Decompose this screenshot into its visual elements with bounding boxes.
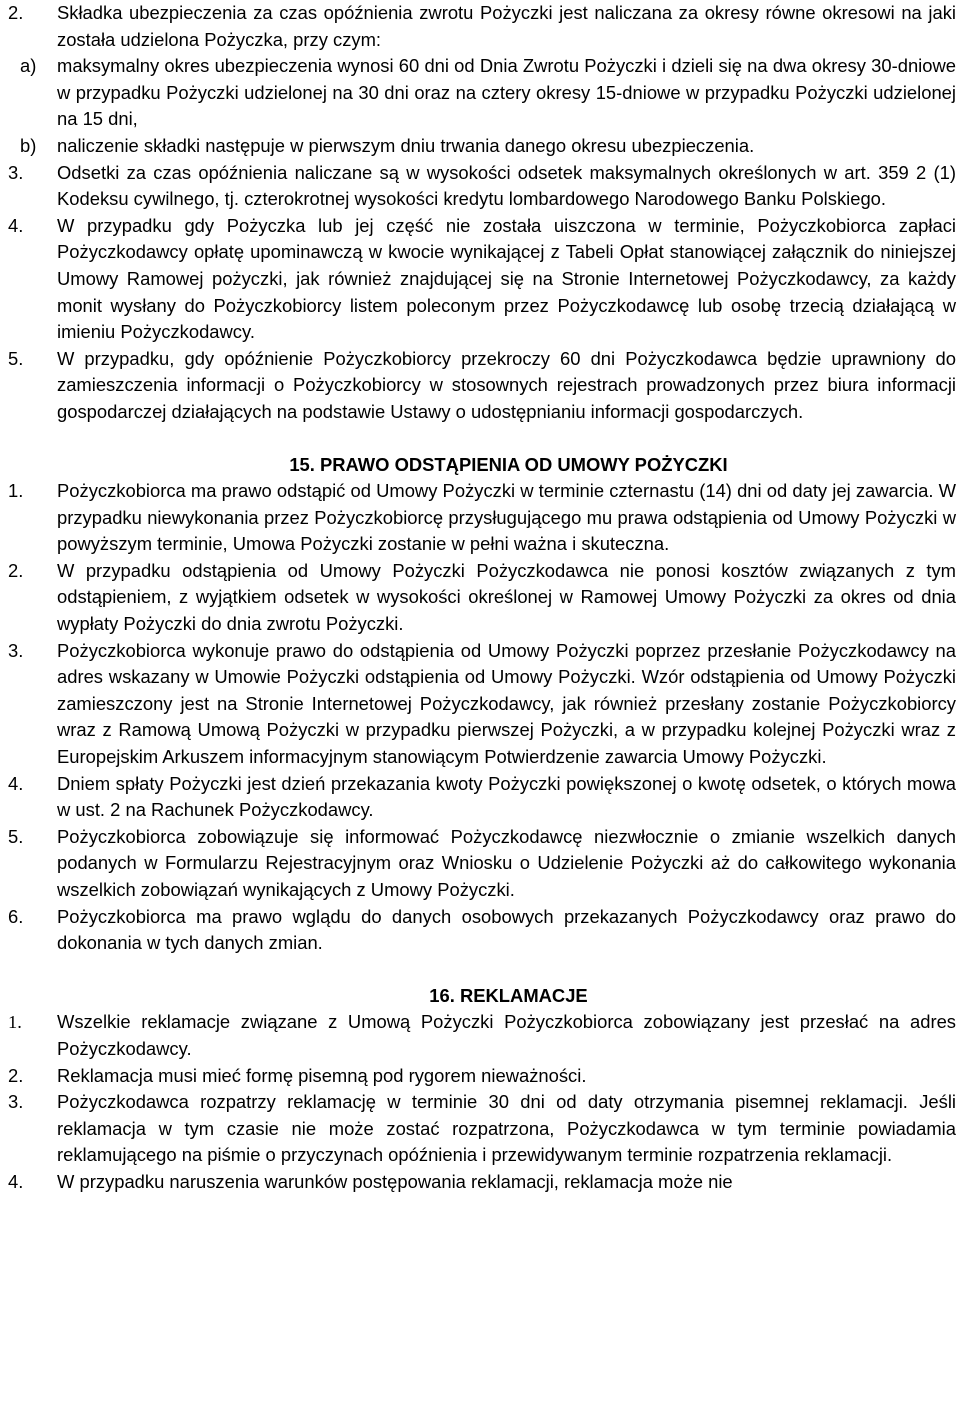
item-number: 3. (8, 161, 24, 183)
item-number: 6. (8, 905, 24, 927)
item-text: maksymalny okres ubezpieczenia wynosi 60 dni od Dnia Zwrotu Pożyczki i dzieli się na dwa okresy 30-dniowe w przypadku Pożyczki udzielonej na 30 dni oraz na cztery okresy 15-dniowe w przypadku Pożyczki udzielonej na 15 dni, (57, 55, 956, 130)
list-item (0, 558, 960, 638)
item-number: 5. (8, 825, 24, 847)
item-text: Odsetki za czas opóźnienia naliczane są w wysokości odsetek maksymalnych określonych w art. 359 2 (1) Kodeksu cywilnego, tj. czterokrotnej wysokości kredytu lombardowego Narodowego Banku Polskiego. (57, 161, 956, 210)
list-item (0, 1169, 960, 1196)
item-text: W przypadku, gdy opóźnienie Pożyczkobiorcy przekroczy 60 dni Pożyczkodawca będzie uprawniony do zamieszczenia informacji o Pożyczkobiorcy w stosownych rejestrach prowadzonych przez biura informacji gospodarczej działających na podstawie Ustawy o udostępnianiu informacji gospodarczych. (57, 347, 956, 422)
list-item (0, 1063, 960, 1090)
item-text: Składka ubezpieczenia za czas opóźnienia zwrotu Pożyczki jest naliczana za okresy równe okresowi na jaki została udzielona Pożyczka, przy czym: (57, 2, 956, 50)
item-text: Pożyczkobiorca zobowiązuje się informować Pożyczkodawcę niezwłocznie o zmianie wszelkich danych podanych w Formularzu Rejestracyjnym oraz Wniosku o Udzielenie Pożyczki aż do całkowitego wykonania wszelkich zobowiązań wynikających z Umowy Pożyczki. (57, 825, 956, 900)
item-text: Reklamacja musi mieć formę pisemną pod rygorem nieważności. (57, 1064, 587, 1086)
list-item (0, 0, 960, 53)
item-number: 4. (8, 214, 24, 236)
item-text: naliczenie składki następuje w pierwszym dniu trwania danego okresu ubezpieczenia. (57, 134, 755, 156)
list-item (0, 638, 960, 771)
section-16-list (0, 1009, 960, 1195)
item-number: 5. (8, 347, 24, 369)
item-letter: a) (20, 55, 37, 77)
item-text: Pożyczkobiorca ma prawo wglądu do danych osobowych przekazanych Pożyczkodawcy oraz prawo do dokonania w tych danych zmian. (57, 905, 956, 954)
item-letter: b) (20, 134, 37, 156)
list-item (0, 478, 960, 558)
item-number: 2. (8, 1064, 24, 1086)
item-number: 1. (8, 480, 24, 502)
section-heading-16: 16. REKLAMACJE (429, 984, 588, 1006)
item-number: 4. (8, 1170, 24, 1192)
list-item (0, 346, 960, 426)
item-text: Pożyczkobiorca wykonuje prawo do odstąpienia od Umowy Pożyczki poprzez przesłanie Pożyczkodawcy na adres wskazany w Umowie Pożyczki odstąpienia od Umowy Pożyczki. Wzór odstąpienia od Umowy Pożyczki zamieszczony jest na Stronie Internetowej Pożyczkodawcy, jak również przesłany zostanie Pożyczkobiorcy wraz z Ramową Umową Pożyczki w przypadku pierwszej Pożyczki, a w przypadku kolejnej Pożyczki wraz z Europejskim Arkuszem informacyjnym stanowiącym Potwierdzenie zawarcia Umowy Pożyczki. (57, 639, 956, 768)
list-item (0, 904, 960, 957)
section-heading-15: 15. PRAWO ODSTĄPIENIA OD UMOWY POŻYCZKI (289, 453, 728, 475)
list-item (0, 213, 960, 346)
item-text: W przypadku odstąpienia od Umowy Pożyczki Pożyczkodawca nie ponosi kosztów związanych z tym odstąpieniem, z wyjątkiem odsetek w wysokości określonej w Ramowej Umowy Pożyczki za okres od dnia wypłaty Pożyczki do dnia zwrotu Pożyczki. (57, 559, 956, 635)
item-text: Wszelkie reklamacje związane z Umową Pożyczki Pożyczkobiorca zobowiązany jest przesłać na adres Pożyczkodawcy. (57, 1011, 956, 1059)
item-number: 1. (8, 1012, 22, 1033)
item-text: Pożyczkodawca rozpatrzy reklamację w terminie 30 dni od daty otrzymania pisemnej reklamacji. Jeśli reklamacja w tym czasie nie może zostać rozpatrzona, Pożyczkodawca w tym terminie powiadamia reklamującego na piśmie o przyczynach opóźnienia i przewidywanym terminie rozpatrzenia reklamacji. (57, 1091, 956, 1166)
list-item (0, 160, 960, 213)
item-number: 2. (8, 559, 24, 581)
list-item (0, 1009, 960, 1062)
item-text: W przypadku gdy Pożyczka lub jej część nie została uiszczona w terminie, Pożyczkobiorca zapłaci Pożyczkodawcy opłatę upominawczą w kwocie wynikającej z Tabeli Opłat stanowiącej załącznik do niniejszej Umowy Ramowej pożyczki, jak również znajdującej się na Stronie Internetowej Pożyczkodawcy, za każdy monit wysłany do Pożyczkobiorcy listem poleconym przez Pożyczkodawcę lub osobę trzecią działającą w imieniu Pożyczkodawcy. (57, 214, 956, 343)
list-item (0, 771, 960, 824)
item-text: Pożyczkobiorca ma prawo odstąpić od Umowy Pożyczki w terminie czternastu (14) dni od daty jej zawarcia. W przypadku niewykonania przez Pożyczkobiorcę przysługującego mu prawa odstąpienia od Umowy Pożyczki w powyższym terminie, Umowa Pożyczki zostanie w pełni ważna i skuteczna. (57, 480, 956, 555)
item-number: 3. (8, 639, 24, 661)
item-number: 2. (8, 2, 24, 23)
list-item (0, 1089, 960, 1169)
item-text: W przypadku naruszenia warunków postępowania reklamacji, reklamacja może nie (57, 1170, 733, 1192)
sub-list-item (0, 133, 960, 160)
item-text: Dniem spłaty Pożyczki jest dzień przekazania kwoty Pożyczki powiększonej o kwotę odsetek, o których mowa w ust. 2 na Rachunek Pożyczkodawcy. (57, 772, 956, 821)
item-number: 4. (8, 772, 24, 794)
section-15-list (0, 478, 960, 957)
item-number: 3. (8, 1091, 24, 1113)
list-item (0, 824, 960, 904)
sub-list-item (0, 53, 960, 133)
